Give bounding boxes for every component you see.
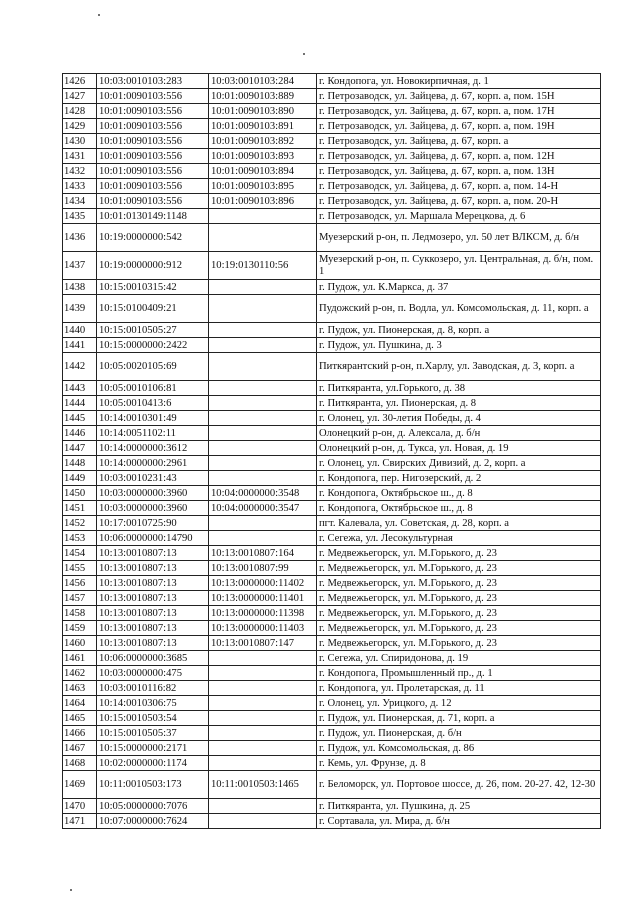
- cadastral-number: 10:06:0000000:3685: [97, 651, 209, 666]
- table-row: [63, 591, 601, 606]
- cadastral-number: 10:05:0020105:69: [97, 353, 209, 381]
- address: г. Пудож, ул. Пионерская, д. 71, корп. а: [317, 711, 601, 726]
- address: г. Питкяранта, ул.Горького, д. 38: [317, 381, 601, 396]
- address: г. Пудож, ул. Пионерская, д. б/н: [317, 726, 601, 741]
- cadastral-number: 10:05:0000000:7076: [97, 799, 209, 814]
- linked-cadastral-number: [209, 651, 317, 666]
- table-row: [63, 323, 601, 338]
- table-row: [63, 471, 601, 486]
- row-number: 1436: [63, 224, 97, 252]
- linked-cadastral-number: [209, 381, 317, 396]
- linked-cadastral-number: [209, 696, 317, 711]
- cadastral-number: 10:15:0010505:27: [97, 323, 209, 338]
- cadastral-number: 10:06:0000000:14790: [97, 531, 209, 546]
- row-number: 1464: [63, 696, 97, 711]
- cadastral-number: 10:07:0000000:7624: [97, 814, 209, 829]
- address: г. Пудож, ул. Пионерская, д. 8, корп. а: [317, 323, 601, 338]
- row-number: 1426: [63, 74, 97, 89]
- address: г. Кондопога, ул. Новокирпичная, д. 1: [317, 74, 601, 89]
- linked-cadastral-number: 10:01:0090103:890: [209, 104, 317, 119]
- cadastral-number: 10:03:0010103:283: [97, 74, 209, 89]
- row-number: 1451: [63, 501, 97, 516]
- linked-cadastral-number: 10:01:0090103:896: [209, 194, 317, 209]
- linked-cadastral-number: [209, 711, 317, 726]
- linked-cadastral-number: 10:13:0010807:164: [209, 546, 317, 561]
- row-number: 1461: [63, 651, 97, 666]
- table-row: [63, 104, 601, 119]
- address: г. Медвежьегорск, ул. М.Горького, д. 23: [317, 576, 601, 591]
- address: Муезерский р-он, п. Суккозеро, ул. Центральная, д. б/н, пом. 1: [317, 252, 601, 280]
- cadastral-number: 10:03:0010231:43: [97, 471, 209, 486]
- linked-cadastral-number: [209, 681, 317, 696]
- table-row: [63, 74, 601, 89]
- address: г. Медвежьегорск, ул. М.Горького, д. 23: [317, 621, 601, 636]
- address: г. Медвежьегорск, ул. М.Горького, д. 23: [317, 546, 601, 561]
- address: г. Сегежа, ул. Спиридонова, д. 19: [317, 651, 601, 666]
- address: г. Пудож, ул. Пушкина, д. 3: [317, 338, 601, 353]
- table-row: [63, 441, 601, 456]
- linked-cadastral-number: 10:04:0000000:3547: [209, 501, 317, 516]
- cadastral-number: 10:02:0000000:1174: [97, 756, 209, 771]
- address: г. Пудож, ул. Комсомольская, д. 86: [317, 741, 601, 756]
- table-row: [63, 636, 601, 651]
- linked-cadastral-number: [209, 426, 317, 441]
- linked-cadastral-number: 10:13:0000000:11401: [209, 591, 317, 606]
- linked-cadastral-number: 10:13:0010807:147: [209, 636, 317, 651]
- row-number: 1440: [63, 323, 97, 338]
- table-row: [63, 426, 601, 441]
- table-row: [63, 179, 601, 194]
- linked-cadastral-number: [209, 224, 317, 252]
- table-row: [63, 546, 601, 561]
- address: г. Медвежьегорск, ул. М.Горького, д. 23: [317, 606, 601, 621]
- linked-cadastral-number: 10:19:0130110:56: [209, 252, 317, 280]
- row-number: 1452: [63, 516, 97, 531]
- address: г. Сегежа, ул. Лесокультурная: [317, 531, 601, 546]
- row-number: 1427: [63, 89, 97, 104]
- row-number: 1441: [63, 338, 97, 353]
- linked-cadastral-number: 10:11:0010503:1465: [209, 771, 317, 799]
- table-row: [63, 456, 601, 471]
- cadastral-number: 10:03:0010116:82: [97, 681, 209, 696]
- row-number: 1457: [63, 591, 97, 606]
- cadastral-number: 10:15:0010505:37: [97, 726, 209, 741]
- table-row: [63, 338, 601, 353]
- cadastral-number: 10:03:0000000:475: [97, 666, 209, 681]
- linked-cadastral-number: [209, 280, 317, 295]
- table-row: [63, 696, 601, 711]
- cadastral-number: 10:03:0000000:3960: [97, 501, 209, 516]
- address: г. Олонец, ул. Свирских Дивизий, д. 2, корп. а: [317, 456, 601, 471]
- linked-cadastral-number: 10:01:0090103:894: [209, 164, 317, 179]
- linked-cadastral-number: [209, 441, 317, 456]
- table-row: [63, 771, 601, 799]
- linked-cadastral-number: 10:04:0000000:3548: [209, 486, 317, 501]
- table-row: [63, 814, 601, 829]
- table-row: [63, 711, 601, 726]
- row-number: 1434: [63, 194, 97, 209]
- row-number: 1455: [63, 561, 97, 576]
- cadastral-number: 10:19:0000000:912: [97, 252, 209, 280]
- address: г. Сортавала, ул. Мира, д. б/н: [317, 814, 601, 829]
- row-number: 1438: [63, 280, 97, 295]
- table-row: [63, 666, 601, 681]
- row-number: 1448: [63, 456, 97, 471]
- cadastral-number: 10:13:0010807:13: [97, 636, 209, 651]
- cadastral-number: 10:13:0010807:13: [97, 546, 209, 561]
- cadastral-number: 10:01:0130149:1148: [97, 209, 209, 224]
- cadastral-number: 10:01:0090103:556: [97, 164, 209, 179]
- linked-cadastral-number: [209, 396, 317, 411]
- address: Муезерский р-он, п. Ледмозеро, ул. 50 лет ВЛКСМ, д. б/н: [317, 224, 601, 252]
- row-number: 1445: [63, 411, 97, 426]
- table-row: [63, 486, 601, 501]
- address: г. Кемь, ул. Фрунзе, д. 8: [317, 756, 601, 771]
- cadastral-number: 10:13:0010807:13: [97, 561, 209, 576]
- table-row: [63, 576, 601, 591]
- row-number: 1437: [63, 252, 97, 280]
- linked-cadastral-number: [209, 814, 317, 829]
- row-number: 1471: [63, 814, 97, 829]
- cadastral-number: 10:14:0000000:2961: [97, 456, 209, 471]
- table-row: [63, 396, 601, 411]
- cadastral-number: 10:15:0000000:2422: [97, 338, 209, 353]
- table-row: [63, 381, 601, 396]
- table-row: [63, 561, 601, 576]
- address: г. Кондопога, Октябрьское ш., д. 8: [317, 486, 601, 501]
- row-number: 1433: [63, 179, 97, 194]
- cadastral-number: 10:01:0090103:556: [97, 89, 209, 104]
- address: г. Петрозаводск, ул. Зайцева, д. 67, корп. а, пом. 17Н: [317, 104, 601, 119]
- cadastral-number: 10:15:0010315:42: [97, 280, 209, 295]
- address: г. Петрозаводск, ул. Зайцева, д. 67, корп. а, пом. 13Н: [317, 164, 601, 179]
- address: г. Питкяранта, ул. Пионерская, д. 8: [317, 396, 601, 411]
- address: г. Петрозаводск, ул. Зайцева, д. 67, корп. а, пом. 19Н: [317, 119, 601, 134]
- address: г. Олонец, ул. Урицкого, д. 12: [317, 696, 601, 711]
- row-number: 1429: [63, 119, 97, 134]
- cadastral-number: 10:14:0010301:49: [97, 411, 209, 426]
- row-number: 1459: [63, 621, 97, 636]
- cadastral-number: 10:15:0010503:54: [97, 711, 209, 726]
- address: г. Петрозаводск, ул. Зайцева, д. 67, корп. а, пом. 20-Н: [317, 194, 601, 209]
- cadastral-number: 10:05:0010106:81: [97, 381, 209, 396]
- table-row: [63, 353, 601, 381]
- table-row: [63, 149, 601, 164]
- cadastral-number: 10:13:0010807:13: [97, 606, 209, 621]
- address: г. Кондопога, ул. Пролетарская, д. 11: [317, 681, 601, 696]
- linked-cadastral-number: 10:01:0090103:889: [209, 89, 317, 104]
- linked-cadastral-number: [209, 799, 317, 814]
- linked-cadastral-number: 10:01:0090103:895: [209, 179, 317, 194]
- scan-speck: [70, 889, 72, 891]
- address: Питкярантский р-он, п.Харлу, ул. Заводская, д. 3, корп. а: [317, 353, 601, 381]
- table-row: [63, 411, 601, 426]
- linked-cadastral-number: [209, 666, 317, 681]
- cadastral-number: 10:01:0090103:556: [97, 179, 209, 194]
- table-row: [63, 194, 601, 209]
- linked-cadastral-number: 10:01:0090103:891: [209, 119, 317, 134]
- linked-cadastral-number: [209, 726, 317, 741]
- table-row: [63, 119, 601, 134]
- linked-cadastral-number: 10:03:0010103:284: [209, 74, 317, 89]
- address: г. Медвежьегорск, ул. М.Горького, д. 23: [317, 561, 601, 576]
- table-row: [63, 134, 601, 149]
- linked-cadastral-number: 10:01:0090103:892: [209, 134, 317, 149]
- table-row: [63, 531, 601, 546]
- row-number: 1449: [63, 471, 97, 486]
- row-number: 1456: [63, 576, 97, 591]
- cadastral-number: 10:13:0010807:13: [97, 576, 209, 591]
- row-number: 1443: [63, 381, 97, 396]
- table-body: [63, 74, 601, 829]
- cadastral-number: 10:14:0000000:3612: [97, 441, 209, 456]
- address: г. Олонец, ул. 30-летия Победы, д. 4: [317, 411, 601, 426]
- table-row: [63, 606, 601, 621]
- linked-cadastral-number: [209, 456, 317, 471]
- linked-cadastral-number: [209, 471, 317, 486]
- table-row: [63, 295, 601, 323]
- linked-cadastral-number: [209, 756, 317, 771]
- cadastral-number: 10:01:0090103:556: [97, 149, 209, 164]
- row-number: 1467: [63, 741, 97, 756]
- row-number: 1463: [63, 681, 97, 696]
- address: г. Петрозаводск, ул. Маршала Мерецкова, д. 6: [317, 209, 601, 224]
- row-number: 1431: [63, 149, 97, 164]
- row-number: 1462: [63, 666, 97, 681]
- address: г. Кондопога, пер. Нигозерский, д. 2: [317, 471, 601, 486]
- address: г. Питкяранта, ул. Пушкина, д. 25: [317, 799, 601, 814]
- row-number: 1435: [63, 209, 97, 224]
- linked-cadastral-number: 10:13:0000000:11402: [209, 576, 317, 591]
- table-row: [63, 799, 601, 814]
- linked-cadastral-number: [209, 209, 317, 224]
- cadastral-number: 10:17:0010725:90: [97, 516, 209, 531]
- row-number: 1447: [63, 441, 97, 456]
- cadastral-number: 10:03:0000000:3960: [97, 486, 209, 501]
- cadastral-number: 10:05:0010413:6: [97, 396, 209, 411]
- linked-cadastral-number: [209, 741, 317, 756]
- row-number: 1458: [63, 606, 97, 621]
- address: г. Медвежьегорск, ул. М.Горького, д. 23: [317, 591, 601, 606]
- address: Пудожский р-он, п. Водла, ул. Комсомольская, д. 11, корп. а: [317, 295, 601, 323]
- table-row: [63, 756, 601, 771]
- address: Олонецкий р-он, д. Алексала, д. б/н: [317, 426, 601, 441]
- linked-cadastral-number: 10:13:0010807:99: [209, 561, 317, 576]
- row-number: 1428: [63, 104, 97, 119]
- linked-cadastral-number: [209, 411, 317, 426]
- cadastral-number: 10:01:0090103:556: [97, 119, 209, 134]
- cadastral-number: 10:01:0090103:556: [97, 104, 209, 119]
- linked-cadastral-number: [209, 295, 317, 323]
- table-row: [63, 741, 601, 756]
- address: г. Петрозаводск, ул. Зайцева, д. 67, корп. а, пом. 14-Н: [317, 179, 601, 194]
- row-number: 1454: [63, 546, 97, 561]
- address: г. Беломорск, ул. Портовое шоссе, д. 26, пом. 20-27. 42, 12-30: [317, 771, 601, 799]
- scan-speck: [303, 53, 305, 55]
- table-row: [63, 89, 601, 104]
- row-number: 1466: [63, 726, 97, 741]
- cadastral-number: 10:15:0000000:2171: [97, 741, 209, 756]
- cadastral-number: 10:14:0010306:75: [97, 696, 209, 711]
- cadastral-number: 10:14:0051102:11: [97, 426, 209, 441]
- address: г. Кондопога, Октябрьское ш., д. 8: [317, 501, 601, 516]
- table-row: [63, 651, 601, 666]
- table-row: [63, 621, 601, 636]
- cadastral-number: 10:11:0010503:173: [97, 771, 209, 799]
- linked-cadastral-number: 10:13:0000000:11398: [209, 606, 317, 621]
- row-number: 1432: [63, 164, 97, 179]
- row-number: 1468: [63, 756, 97, 771]
- row-number: 1450: [63, 486, 97, 501]
- table-row: [63, 252, 601, 280]
- linked-cadastral-number: 10:13:0000000:11403: [209, 621, 317, 636]
- scan-speck: [98, 14, 100, 16]
- table-row: [63, 209, 601, 224]
- address: г. Петрозаводск, ул. Зайцева, д. 67, корп. а, пом. 12Н: [317, 149, 601, 164]
- table-row: [63, 164, 601, 179]
- table-row: [63, 501, 601, 516]
- table-row: [63, 726, 601, 741]
- row-number: 1465: [63, 711, 97, 726]
- cadastral-number: 10:13:0010807:13: [97, 621, 209, 636]
- address: г. Пудож, ул. К.Маркса, д. 37: [317, 280, 601, 295]
- row-number: 1470: [63, 799, 97, 814]
- cadastral-number: 10:15:0100409:21: [97, 295, 209, 323]
- linked-cadastral-number: [209, 531, 317, 546]
- cadastral-number: 10:13:0010807:13: [97, 591, 209, 606]
- row-number: 1460: [63, 636, 97, 651]
- linked-cadastral-number: 10:01:0090103:893: [209, 149, 317, 164]
- address: Олонецкий р-он, д. Тукса, ул. Новая, д. 19: [317, 441, 601, 456]
- table-row: [63, 280, 601, 295]
- table-row: [63, 681, 601, 696]
- address: г. Медвежьегорск, ул. М.Горького, д. 23: [317, 636, 601, 651]
- linked-cadastral-number: [209, 323, 317, 338]
- address: пгт. Калевала, ул. Советская, д. 28, корп. а: [317, 516, 601, 531]
- linked-cadastral-number: [209, 353, 317, 381]
- cadastral-number: 10:19:0000000:542: [97, 224, 209, 252]
- row-number: 1444: [63, 396, 97, 411]
- row-number: 1453: [63, 531, 97, 546]
- cadastral-number: 10:01:0090103:556: [97, 134, 209, 149]
- row-number: 1469: [63, 771, 97, 799]
- row-number: 1430: [63, 134, 97, 149]
- table-row: [63, 516, 601, 531]
- linked-cadastral-number: [209, 338, 317, 353]
- cadastral-number: 10:01:0090103:556: [97, 194, 209, 209]
- address: г. Петрозаводск, ул. Зайцева, д. 67, корп. а: [317, 134, 601, 149]
- address: г. Кондопога, Промышленный пр., д. 1: [317, 666, 601, 681]
- row-number: 1439: [63, 295, 97, 323]
- cadastral-table: [62, 73, 601, 829]
- table-row: [63, 224, 601, 252]
- row-number: 1442: [63, 353, 97, 381]
- linked-cadastral-number: [209, 516, 317, 531]
- address: г. Петрозаводск, ул. Зайцева, д. 67, корп. а, пом. 15Н: [317, 89, 601, 104]
- row-number: 1446: [63, 426, 97, 441]
